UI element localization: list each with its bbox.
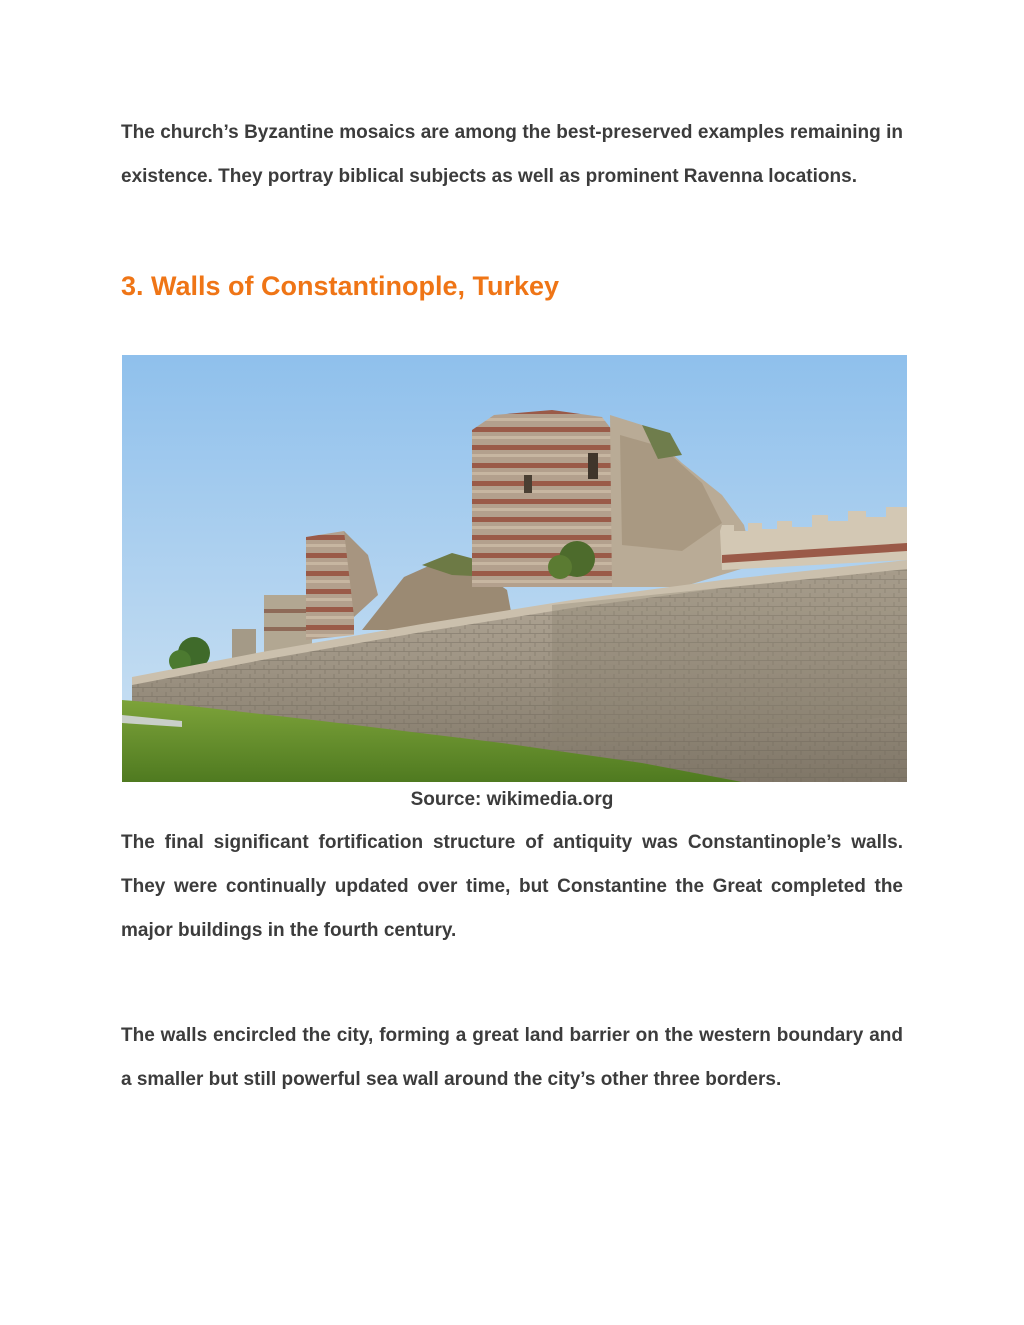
body-paragraph: The walls encircled the city, forming a great land barrier on the western boundary and a smaller but still powerful sea wall around the city’s other three borders. — [121, 1025, 903, 1090]
section-heading: 3. Walls of Constantinople, Turkey — [121, 271, 560, 301]
walls-photo — [122, 355, 907, 782]
intro-paragraph: The church’s Byzantine mosaics are among the best-preserved examples remaining in existence. They portray biblical subjects as well as prominent Ravenna locations. — [121, 122, 903, 187]
image-caption: Source: wikimedia.org — [410, 789, 614, 810]
body-paragraph: The final significant fortification structure of antiquity was Constantinople’s walls. They were continually updated over time, but Constantine the Great completed the major buildings in the fourth century. — [121, 832, 903, 941]
